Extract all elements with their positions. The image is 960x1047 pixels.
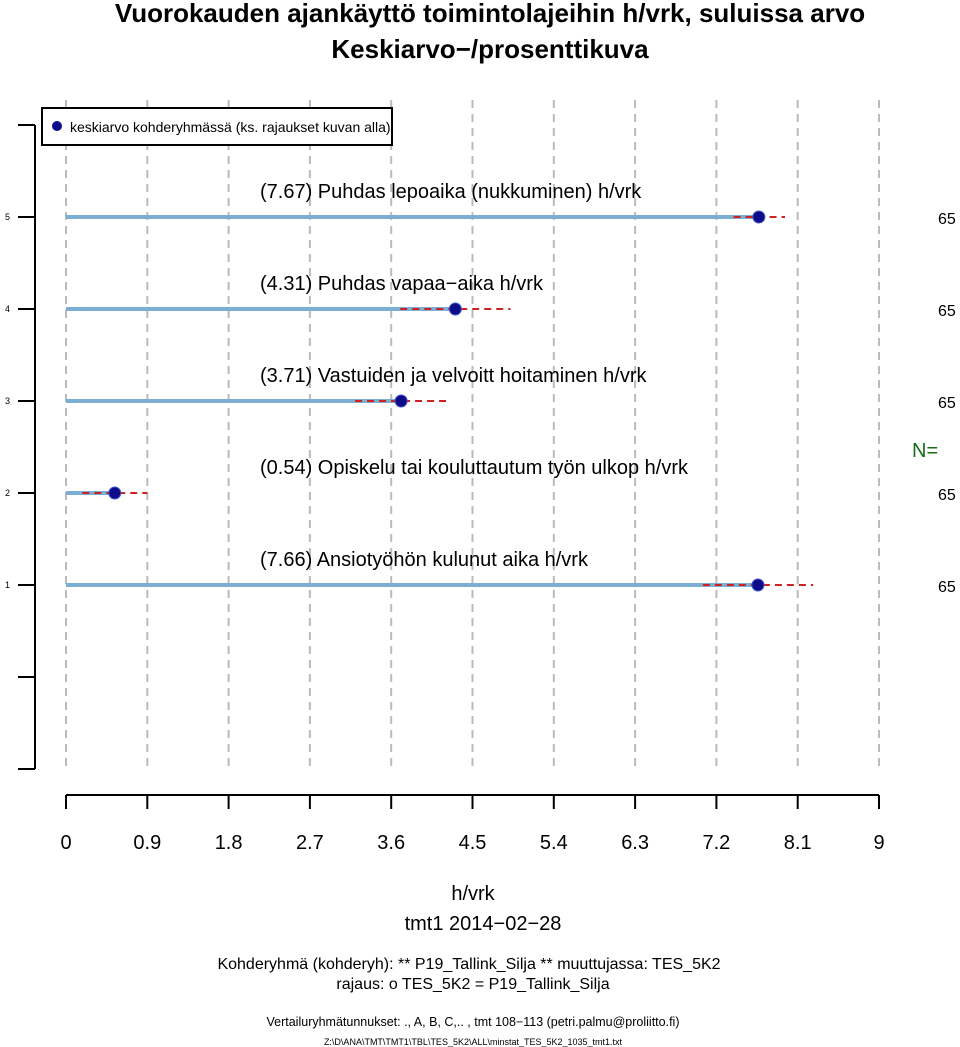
- y-axis: [5, 125, 35, 769]
- x-tick-label: 5.4: [539, 832, 568, 854]
- n-value: 65: [938, 211, 956, 228]
- series-label: (0.54) Opiskelu tai kouluttautum työn ulkop h/vrk: [260, 457, 688, 479]
- x-tick-label: 4.5: [458, 832, 487, 854]
- n-value: 65: [938, 303, 956, 320]
- x-tick-label: 0.9: [133, 832, 162, 854]
- x-tick-label: 8.1: [783, 832, 812, 854]
- n-value: 65: [938, 395, 956, 412]
- mean-point: [753, 211, 765, 223]
- footer-path: Z:\D\ANA\TMT\TMT1\TBL\TES_5K2\ALL\minstat_TES_5K2_1035_tmt1.txt: [323, 1037, 623, 1047]
- mean-point: [395, 395, 407, 407]
- x-tick-label: 6.3: [621, 832, 650, 854]
- series-label: (7.66) Ansiotyöhön kulunut aika h/vrk: [260, 549, 588, 571]
- y-tick-label: 1: [5, 580, 11, 590]
- chart-title-line-2: Keskiarvo−/prosenttikuva: [331, 34, 649, 64]
- series-label: (4.31) Puhdas vapaa−aika h/vrk: [260, 273, 543, 295]
- footer-target-group: Kohderyhmä (kohderyh): ** P19_Tallink_Silja ** muuttujassa: TES_5K2: [217, 956, 721, 973]
- x-tick-label: 1.8: [214, 832, 243, 854]
- n-value: 65: [938, 579, 956, 596]
- y-tick-label: 5: [5, 212, 11, 222]
- y-tick-label: 3: [5, 396, 11, 406]
- series-label: (7.67) Puhdas lepoaika (nukkuminen) h/vrk: [260, 181, 642, 203]
- footer-comparison: Vertailuryhmätunnukset: ., A, B, C,.. , tmt 108−113 (petri.palmu@proliitto.fi): [266, 1015, 680, 1029]
- footer-restriction: rajaus: o TES_5K2 = P19_Tallink_Silja: [336, 976, 610, 993]
- x-tick-label: 0: [60, 832, 72, 854]
- x-axis-label: h/vrk: [451, 883, 495, 905]
- x-tick-label: 7.2: [702, 832, 731, 854]
- n-header: N=: [912, 440, 939, 462]
- footer-date: tmt1 2014−02−28: [404, 913, 562, 935]
- mean-point: [752, 579, 764, 591]
- y-tick-label: 2: [5, 488, 11, 498]
- series-layer: [66, 181, 956, 596]
- x-tick-label: 2.7: [295, 832, 324, 854]
- x-tick-label: 9: [873, 832, 885, 854]
- chart-title-line-1: Vuorokauden ajankäyttö toimintolajeihin h/vrk, suluissa arvo: [114, 0, 866, 28]
- mean-point: [109, 487, 121, 499]
- series-label: (3.71) Vastuiden ja velvoitt hoitaminen h/vrk: [260, 365, 647, 387]
- x-axis: [60, 795, 884, 854]
- x-tick-label: 3.6: [377, 832, 406, 854]
- legend-label: keskiarvo kohderyhmässä (ks. rajaukset kuvan alla): [70, 119, 391, 135]
- y-tick-label: 4: [5, 304, 11, 314]
- mean-point: [449, 303, 461, 315]
- n-value: 65: [938, 487, 956, 504]
- legend: [42, 108, 392, 145]
- legend-point-marker: [52, 121, 62, 131]
